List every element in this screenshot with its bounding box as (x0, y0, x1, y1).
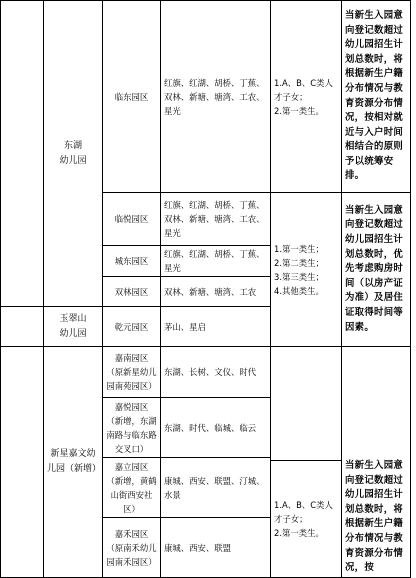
campus-service-area: 红旗、红湖、胡桥、丁蕉、双林、新塘、塘湾、工农、星光 (164, 77, 265, 116)
campus-service-area: 东湖、时代、临城、临云 (164, 422, 257, 433)
admission-priority: 1.A、B、C类人才子女； 2.第一类生。 (274, 77, 333, 116)
allocation-note: 当新生入园意向登记数超过幼儿园招生计划总数时，将根据新生户籍分布情况与教育资源分布情况，按相对就近与入户时间相结合的原则予以统筹安排。 (345, 9, 404, 182)
campus-service-area: 东湖、长树、文仪、时代 (164, 367, 257, 377)
campus-service-area: 双林、新塘、塘湾、工农 (164, 286, 257, 297)
allocation-note: 当新生入园意向登记数超过幼儿园招生计划总数时，将根据新生户籍分布情况与教育资源分布情况，按 (345, 460, 404, 574)
campus-name: 嘉禾园区 （原南禾幼儿园南禾园区） (106, 528, 157, 567)
campus-name: 嘉悦园区 （新增，东湖南路与临东路交叉口） (106, 401, 157, 454)
campus-service-area: 红旗、红湖、胡桥、丁蕉、星光 (164, 249, 265, 273)
campus-service-area: 茅山、星启 (164, 321, 206, 332)
campus-name: 双林园区 (114, 286, 149, 297)
allocation-note: 当新生入园意向登记数超过幼儿园招生计划总数时，优先考虑购房时间（以房产证为准）及居住证取得时间等因素。 (345, 204, 404, 333)
table-border-left (0, 0, 1, 578)
kindergarten-name: 玉翠山 幼儿园 (59, 313, 87, 339)
kindergarten-name: 东湖 幼儿园 (59, 140, 87, 166)
admission-priority: 1.A、B、C类人才子女； 2.第一类生。 (274, 500, 333, 538)
admission-priority: 1.第一类生； 2.第二类生； 3.第三类生； 4.其他类生。 (274, 243, 324, 296)
campus-name: 临东园区 (114, 91, 149, 102)
table-border-right (410, 0, 411, 578)
campus-name: 临悦园区 (114, 214, 149, 224)
campus-service-area: 红旗、红湖、胡桥、丁蕉、双林、新塘、塘湾、工农、星光 (164, 200, 265, 238)
campus-name: 嘉南园区 （原新星幼儿园南苑园区） (106, 353, 157, 391)
campus-name: 城东园区 (114, 256, 149, 266)
kindergarten-name: 新星嘉文幼儿园（新增） (47, 449, 102, 474)
campus-service-area: 康城、西安、联盟、汀城、水景 (164, 475, 265, 500)
campus-name: 乾元园区 (114, 321, 149, 332)
campus-name: 嘉立园区 （新增，黄鹤山街西安社区） (106, 461, 157, 514)
campus-service-area: 康城、西安、联盟 (164, 542, 231, 553)
